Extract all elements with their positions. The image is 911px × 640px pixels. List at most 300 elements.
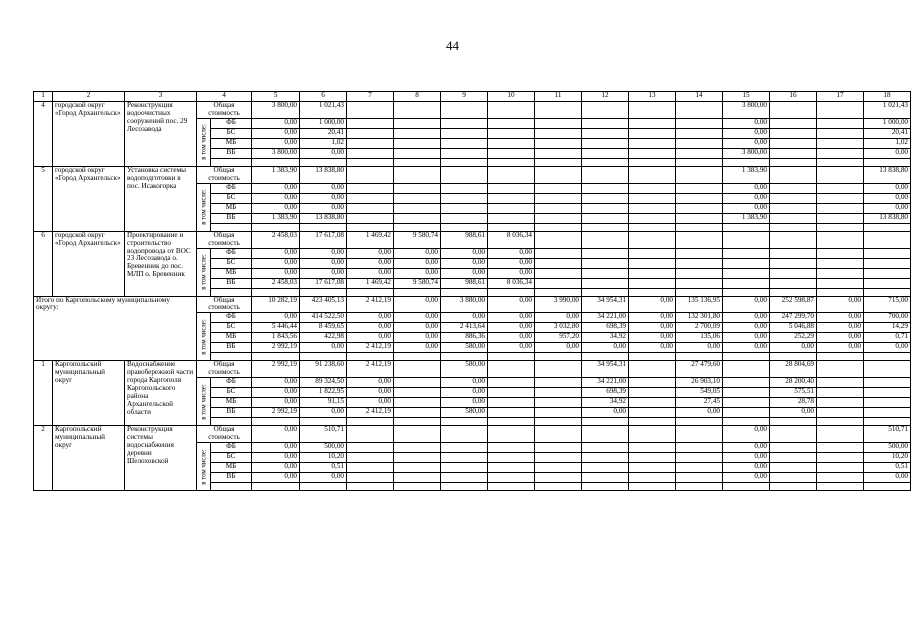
value-cell <box>535 138 582 148</box>
value-cell <box>723 248 770 258</box>
spacer-cell <box>211 288 252 296</box>
value-cell: 252,29 <box>770 333 817 343</box>
value-cell: 135,06 <box>676 333 723 343</box>
value-cell: 10,20 <box>300 453 347 463</box>
cost-label: Общая стоимость <box>197 102 252 119</box>
value-cell <box>535 278 582 288</box>
value-cell <box>488 378 535 388</box>
value-cell <box>817 118 864 128</box>
value-cell <box>441 203 488 213</box>
value-cell: 0,51 <box>300 463 347 473</box>
value-cell <box>770 193 817 203</box>
value-cell: 0,00 <box>252 388 300 398</box>
vertical-label <box>197 443 211 491</box>
value-cell: 1 383,90 <box>723 166 770 183</box>
spacer-cell <box>629 223 676 231</box>
value-cell <box>394 148 441 158</box>
value-cell: 89 324,50 <box>300 378 347 388</box>
source-label: ВБ <box>211 343 252 353</box>
value-cell <box>582 128 629 138</box>
value-cell <box>535 213 582 223</box>
source-label: МБ <box>211 398 252 408</box>
value-cell: 0,00 <box>488 258 535 268</box>
value-cell: 3 800,00 <box>252 148 300 158</box>
value-cell <box>723 268 770 278</box>
value-cell <box>582 148 629 158</box>
value-cell: 700,00 <box>864 313 911 323</box>
value-cell <box>817 258 864 268</box>
source-label: ФБ <box>211 248 252 258</box>
value-cell <box>629 183 676 193</box>
value-cell: 1,02 <box>300 138 347 148</box>
source-label: ФБ <box>211 118 252 128</box>
spacer-cell <box>211 223 252 231</box>
value-cell: 0,00 <box>252 193 300 203</box>
header-cell: 5 <box>252 92 300 102</box>
value-cell: 0,00 <box>252 183 300 193</box>
value-cell <box>394 138 441 148</box>
spacer-cell <box>723 223 770 231</box>
value-cell <box>488 203 535 213</box>
value-cell <box>535 128 582 138</box>
value-cell: 2 992,19 <box>252 343 300 353</box>
value-cell <box>488 166 535 183</box>
source-label: ВБ <box>211 213 252 223</box>
value-cell: 0,00 <box>629 296 676 313</box>
value-cell: 0,00 <box>300 183 347 193</box>
value-cell: 1 383,90 <box>723 213 770 223</box>
value-cell: 0,00 <box>252 378 300 388</box>
value-cell: 510,71 <box>864 426 911 443</box>
value-cell: 0,00 <box>252 313 300 323</box>
value-cell <box>394 118 441 128</box>
spacer-cell <box>582 288 629 296</box>
value-cell <box>347 213 394 223</box>
value-cell <box>676 278 723 288</box>
municipality: Каргопольский муниципальный округ <box>53 426 125 491</box>
spacer-cell <box>817 223 864 231</box>
header-cell: 3 <box>125 92 197 102</box>
spacer-cell <box>817 418 864 426</box>
value-cell: 2 992,19 <box>252 408 300 418</box>
value-cell <box>676 258 723 268</box>
value-cell <box>629 361 676 378</box>
value-cell <box>629 268 676 278</box>
value-cell: 0,00 <box>817 343 864 353</box>
value-cell: 5 446,44 <box>252 323 300 333</box>
value-cell: 1 000,00 <box>864 118 911 128</box>
value-cell <box>441 193 488 203</box>
value-cell: 13 838,80 <box>864 166 911 183</box>
vertical-label-text: в том числе: <box>199 254 207 290</box>
value-cell: 20,41 <box>864 128 911 138</box>
header-cell: 18 <box>864 92 911 102</box>
value-cell: 0,00 <box>817 313 864 323</box>
value-cell <box>676 148 723 158</box>
value-cell <box>441 473 488 483</box>
cost-label: Общая стоимость <box>197 231 252 248</box>
value-cell: 0,00 <box>441 398 488 408</box>
value-cell <box>629 426 676 443</box>
value-cell: 0,00 <box>629 343 676 353</box>
value-cell <box>582 278 629 288</box>
value-cell: 580,00 <box>441 343 488 353</box>
value-cell <box>582 231 629 248</box>
value-cell <box>723 398 770 408</box>
value-cell <box>770 443 817 453</box>
value-cell <box>770 231 817 248</box>
spacer-cell <box>488 223 535 231</box>
value-cell: 0,00 <box>394 258 441 268</box>
value-cell: 0,00 <box>252 128 300 138</box>
spacer-cell <box>441 223 488 231</box>
value-cell <box>676 193 723 203</box>
value-cell <box>441 128 488 138</box>
value-cell <box>441 118 488 128</box>
value-cell <box>394 398 441 408</box>
value-cell: 132 301,80 <box>676 313 723 323</box>
value-cell: 1 383,90 <box>252 166 300 183</box>
value-cell <box>770 148 817 158</box>
value-cell: 0,00 <box>441 248 488 258</box>
value-cell <box>488 463 535 473</box>
value-cell <box>864 268 911 278</box>
value-cell: 0,00 <box>723 426 770 443</box>
value-cell <box>488 118 535 128</box>
value-cell <box>582 166 629 183</box>
value-cell: 0,00 <box>723 443 770 453</box>
value-cell <box>441 138 488 148</box>
spacer-cell <box>582 158 629 166</box>
value-cell <box>582 443 629 453</box>
value-cell <box>817 388 864 398</box>
value-cell <box>770 473 817 483</box>
spacer-cell <box>864 223 911 231</box>
value-cell <box>394 426 441 443</box>
table-row <box>34 231 911 248</box>
value-cell: 0,00 <box>252 426 300 443</box>
value-cell <box>441 463 488 473</box>
value-cell: 10,20 <box>864 453 911 463</box>
value-cell: 0,00 <box>300 258 347 268</box>
spacer-cell <box>629 158 676 166</box>
value-cell <box>676 426 723 443</box>
value-cell: 0,00 <box>535 313 582 323</box>
value-cell: 0,00 <box>817 333 864 343</box>
value-cell: 1 021,43 <box>864 102 911 119</box>
value-cell: 0,00 <box>723 453 770 463</box>
value-cell <box>488 453 535 463</box>
value-cell: 1 469,42 <box>347 278 394 288</box>
value-cell: 580,00 <box>441 361 488 378</box>
value-cell: 957,20 <box>535 333 582 343</box>
spacer-cell <box>770 483 817 491</box>
value-cell <box>347 118 394 128</box>
value-cell <box>488 426 535 443</box>
spacer-cell <box>488 418 535 426</box>
spacer-cell <box>394 483 441 491</box>
value-cell <box>535 268 582 278</box>
value-cell <box>629 166 676 183</box>
value-cell <box>629 378 676 388</box>
value-cell: 28 804,69 <box>770 361 817 378</box>
value-cell: 0,00 <box>252 463 300 473</box>
spacer-cell <box>770 223 817 231</box>
value-cell <box>394 453 441 463</box>
spacer-cell <box>535 483 582 491</box>
municipality: городской округ «Город Архангельск» <box>53 166 125 231</box>
value-cell <box>535 118 582 128</box>
value-cell: 8 036,34 <box>488 278 535 288</box>
value-cell <box>817 278 864 288</box>
table-row <box>34 426 911 443</box>
table-row <box>34 296 911 313</box>
value-cell: 0,00 <box>488 268 535 278</box>
value-cell: 0,00 <box>488 343 535 353</box>
value-cell <box>488 398 535 408</box>
value-cell <box>347 148 394 158</box>
value-cell <box>488 193 535 203</box>
value-cell <box>629 408 676 418</box>
value-cell <box>582 463 629 473</box>
value-cell <box>582 138 629 148</box>
value-cell <box>629 193 676 203</box>
value-cell: 0,00 <box>441 313 488 323</box>
value-cell <box>629 258 676 268</box>
value-cell <box>488 138 535 148</box>
value-cell <box>394 102 441 119</box>
value-cell <box>817 148 864 158</box>
value-cell: 0,00 <box>300 408 347 418</box>
value-cell: 2 412,19 <box>347 343 394 353</box>
value-cell <box>676 268 723 278</box>
municipality: городской округ «Город Архангельск» <box>53 102 125 167</box>
value-cell <box>676 118 723 128</box>
source-label: МБ <box>211 203 252 213</box>
value-cell: 0,00 <box>347 333 394 343</box>
value-cell <box>629 213 676 223</box>
value-cell <box>817 231 864 248</box>
value-cell <box>394 473 441 483</box>
value-cell: 0,00 <box>582 343 629 353</box>
value-cell <box>723 231 770 248</box>
spacer-cell <box>300 483 347 491</box>
spacer-cell <box>864 288 911 296</box>
value-cell: 34 221,00 <box>582 378 629 388</box>
value-cell: 91 238,60 <box>300 361 347 378</box>
spacer-cell <box>676 288 723 296</box>
value-cell <box>817 453 864 463</box>
value-cell <box>535 473 582 483</box>
value-cell <box>676 213 723 223</box>
spacer-cell <box>441 158 488 166</box>
value-cell <box>535 426 582 443</box>
value-cell: 1,02 <box>864 138 911 148</box>
value-cell <box>535 248 582 258</box>
value-cell: 5 046,88 <box>770 323 817 333</box>
municipality: Каргопольский муниципальный округ <box>53 361 125 426</box>
header-cell: 8 <box>394 92 441 102</box>
value-cell <box>629 102 676 119</box>
value-cell <box>535 166 582 183</box>
value-cell <box>770 203 817 213</box>
value-cell: 28 200,40 <box>770 378 817 388</box>
value-cell <box>347 453 394 463</box>
value-cell <box>582 183 629 193</box>
value-cell: 27 479,60 <box>676 361 723 378</box>
value-cell <box>394 443 441 453</box>
value-cell: 0,00 <box>629 333 676 343</box>
value-cell <box>676 473 723 483</box>
spacer-cell <box>347 483 394 491</box>
spacer-cell <box>394 353 441 361</box>
value-cell <box>347 203 394 213</box>
value-cell <box>582 203 629 213</box>
value-cell: 0,00 <box>723 203 770 213</box>
value-cell: 0,00 <box>676 343 723 353</box>
budget-table <box>33 91 911 491</box>
value-cell: 0,00 <box>488 313 535 323</box>
value-cell <box>535 183 582 193</box>
value-cell <box>817 193 864 203</box>
project-name: Установка системы водоподготовки в пос. Исакогорка <box>125 166 197 231</box>
value-cell: 0,00 <box>347 268 394 278</box>
value-cell <box>394 463 441 473</box>
municipality: городской округ «Город Архангельск» <box>53 231 125 296</box>
value-cell: 580,00 <box>441 408 488 418</box>
value-cell <box>723 378 770 388</box>
value-cell <box>864 361 911 378</box>
value-cell <box>535 398 582 408</box>
value-cell <box>394 193 441 203</box>
value-cell <box>864 378 911 388</box>
value-cell: 0,00 <box>723 138 770 148</box>
value-cell <box>770 128 817 138</box>
spacer-cell <box>723 288 770 296</box>
value-cell <box>582 213 629 223</box>
value-cell <box>629 248 676 258</box>
spacer-cell <box>770 418 817 426</box>
value-cell <box>535 193 582 203</box>
vertical-label-text: в том числе: <box>199 124 207 161</box>
spacer-cell <box>252 288 300 296</box>
value-cell <box>394 203 441 213</box>
spacer-cell <box>864 353 911 361</box>
value-cell <box>582 473 629 483</box>
value-cell <box>582 268 629 278</box>
spacer-cell <box>582 223 629 231</box>
project-name: Проектирование и строительство водопровода от ВОС 23 Лесозавода о. Бревенник до пос. МЛП о. Бревенник <box>125 231 197 296</box>
value-cell: 510,71 <box>300 426 347 443</box>
value-cell <box>535 102 582 119</box>
value-cell <box>770 166 817 183</box>
spacer-cell <box>723 353 770 361</box>
value-cell: 0,00 <box>252 443 300 453</box>
spacer-cell <box>300 223 347 231</box>
spacer-cell <box>347 418 394 426</box>
value-cell: 0,00 <box>394 343 441 353</box>
value-cell <box>347 102 394 119</box>
value-cell <box>770 118 817 128</box>
value-cell <box>864 388 911 398</box>
spacer-cell <box>441 483 488 491</box>
value-cell: 0,51 <box>864 463 911 473</box>
value-cell: 0,00 <box>488 323 535 333</box>
spacer-cell <box>488 158 535 166</box>
value-cell <box>488 408 535 418</box>
value-cell: 1 021,43 <box>300 102 347 119</box>
value-cell: 3 800,00 <box>252 102 300 119</box>
spacer-cell <box>817 158 864 166</box>
spacer-cell <box>535 288 582 296</box>
value-cell: 17 617,08 <box>300 278 347 288</box>
value-cell: 0,71 <box>864 333 911 343</box>
vertical-label-text: в том числе: <box>199 384 207 420</box>
spacer-cell <box>488 288 535 296</box>
value-cell <box>582 426 629 443</box>
value-cell: 0,00 <box>252 268 300 278</box>
source-label: ФБ <box>211 183 252 193</box>
value-cell <box>441 453 488 463</box>
header-cell: 14 <box>676 92 723 102</box>
value-cell <box>394 378 441 388</box>
value-cell <box>535 463 582 473</box>
value-cell <box>629 443 676 453</box>
spacer-cell <box>211 483 252 491</box>
value-cell <box>347 443 394 453</box>
value-cell: 2 412,19 <box>347 408 394 418</box>
project-name: Водоснабжение правобережной части города Каргополя Каргопольского района Архангельской области <box>125 361 197 426</box>
value-cell: 0,00 <box>347 313 394 323</box>
value-cell: 3 800,00 <box>723 102 770 119</box>
vertical-label-text: в том числе: <box>199 319 207 355</box>
spacer-cell <box>252 223 300 231</box>
value-cell: 0,00 <box>300 203 347 213</box>
source-label: ФБ <box>211 443 252 453</box>
value-cell: 247 299,70 <box>770 313 817 323</box>
value-cell: 715,00 <box>864 296 911 313</box>
value-cell: 20,41 <box>300 128 347 138</box>
value-cell: 698,39 <box>582 323 629 333</box>
value-cell: 886,36 <box>441 333 488 343</box>
spacer-cell <box>676 223 723 231</box>
value-cell <box>629 128 676 138</box>
value-cell: 1 469,42 <box>347 231 394 248</box>
value-cell <box>629 278 676 288</box>
value-cell: 0,00 <box>347 258 394 268</box>
value-cell: 0,00 <box>300 148 347 158</box>
value-cell <box>535 378 582 388</box>
source-label: ВБ <box>211 278 252 288</box>
value-cell: 0,00 <box>300 248 347 258</box>
vertical-label <box>197 378 211 426</box>
cost-label: Общая стоимость <box>197 361 252 378</box>
spacer-cell <box>347 288 394 296</box>
value-cell <box>770 278 817 288</box>
spacer-cell <box>676 418 723 426</box>
source-label: МБ <box>211 138 252 148</box>
spacer-cell <box>629 418 676 426</box>
cost-label: Общая стоимость <box>197 426 252 443</box>
value-cell: 13 838,80 <box>300 213 347 223</box>
value-cell: 0,00 <box>723 183 770 193</box>
value-cell: 17 617,08 <box>300 231 347 248</box>
vertical-label <box>197 248 211 296</box>
spacer-cell <box>488 483 535 491</box>
spacer-cell <box>817 288 864 296</box>
header-cell: 11 <box>535 92 582 102</box>
value-cell <box>817 248 864 258</box>
